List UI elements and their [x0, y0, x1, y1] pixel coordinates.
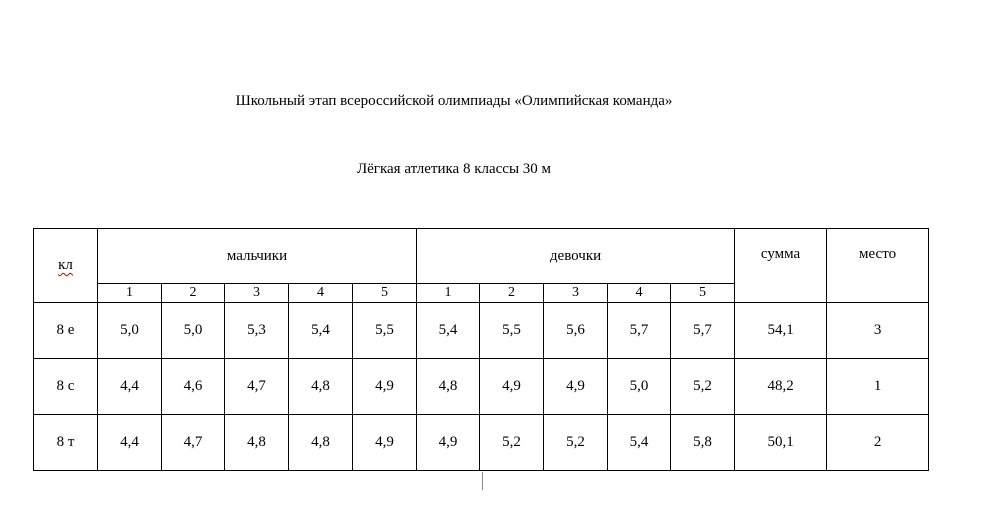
table-row [34, 359, 929, 415]
girls-time-cell: 4,9 [544, 359, 608, 415]
boys-time-cell: 5,4 [289, 303, 353, 359]
sum-cell: 50,1 [735, 415, 827, 471]
header-row [34, 229, 929, 284]
girls-time-cell: 4,9 [417, 415, 480, 471]
girls-time-cell: 5,7 [671, 303, 735, 359]
results-table [33, 228, 929, 471]
header-sum-label: сумма [760, 245, 801, 262]
girls-time-cell: 5,6 [544, 303, 608, 359]
header-girls: девочки [417, 229, 735, 284]
header-sum [735, 229, 827, 303]
document-subtitle: Лёгкая атлетика 8 классы 30 м [356, 161, 552, 177]
girls-time-cell: 4,9 [480, 359, 544, 415]
boys-time-cell: 4,4 [98, 415, 162, 471]
table-row [34, 415, 929, 471]
boys-time-cell: 4,8 [289, 415, 353, 471]
boys-number: 2 [162, 284, 225, 303]
girls-time-cell: 5,2 [480, 415, 544, 471]
boys-time-cell: 4,4 [98, 359, 162, 415]
boys-time-cell: 4,7 [162, 415, 225, 471]
sum-cell: 54,1 [735, 303, 827, 359]
table-row [34, 303, 929, 359]
girls-time-cell: 5,2 [544, 415, 608, 471]
sum-cell: 48,2 [735, 359, 827, 415]
header-class [34, 229, 98, 303]
boys-time-cell: 4,8 [225, 415, 289, 471]
header-class-label: кл [58, 257, 73, 273]
girls-number: 5 [671, 284, 735, 303]
boys-time-cell: 5,0 [98, 303, 162, 359]
class-cell: 8 е [34, 303, 98, 359]
boys-time-cell: 5,0 [162, 303, 225, 359]
girls-time-cell: 5,8 [671, 415, 735, 471]
document-title: Школьный этап всероссийской олимпиады «Олимпийская команда» [235, 93, 673, 109]
girls-time-cell: 5,7 [608, 303, 671, 359]
place-cell: 1 [827, 359, 929, 415]
girls-time-cell: 5,5 [480, 303, 544, 359]
boys-number: 1 [98, 284, 162, 303]
girls-number: 2 [480, 284, 544, 303]
header-place [827, 229, 929, 303]
header-boys: мальчики [98, 229, 417, 284]
boys-number: 5 [353, 284, 417, 303]
girls-number: 3 [544, 284, 608, 303]
girls-number: 1 [417, 284, 480, 303]
girls-time-cell: 5,4 [417, 303, 480, 359]
header-place-label: место [859, 245, 897, 262]
boys-time-cell: 5,3 [225, 303, 289, 359]
boys-number: 3 [225, 284, 289, 303]
girls-time-cell: 5,0 [608, 359, 671, 415]
boys-time-cell: 4,8 [289, 359, 353, 415]
class-cell: 8 т [34, 415, 98, 471]
boys-time-cell: 4,9 [353, 359, 417, 415]
girls-time-cell: 5,2 [671, 359, 735, 415]
boys-time-cell: 4,6 [162, 359, 225, 415]
girls-number: 4 [608, 284, 671, 303]
place-cell: 3 [827, 303, 929, 359]
girls-time-cell: 5,4 [608, 415, 671, 471]
boys-number: 4 [289, 284, 353, 303]
boys-time-cell: 5,5 [353, 303, 417, 359]
class-cell: 8 с [34, 359, 98, 415]
place-cell: 2 [827, 415, 929, 471]
boys-time-cell: 4,7 [225, 359, 289, 415]
boys-time-cell: 4,9 [353, 415, 417, 471]
girls-time-cell: 4,8 [417, 359, 480, 415]
text-cursor [482, 472, 483, 490]
